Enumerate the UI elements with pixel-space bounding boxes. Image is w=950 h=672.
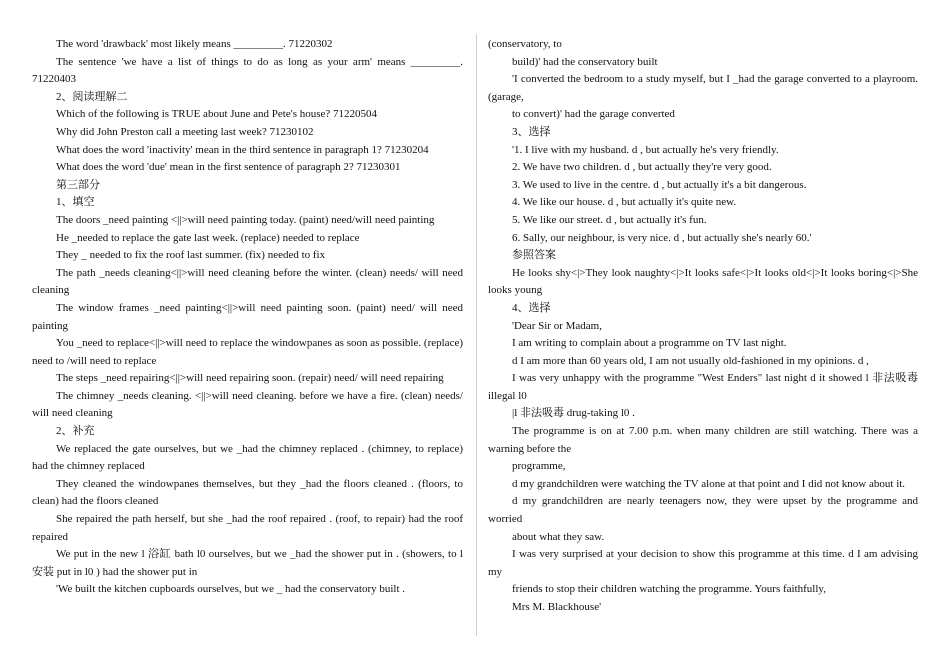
paragraph: We replaced the gate ourselves, but we _had the chimney replaced . (chimney, to replace) had the chimney replaced: [32, 442, 463, 473]
paragraph: Which of the following is TRUE about June and Pete's house? 71220504: [56, 108, 378, 121]
paragraph: 2. We have two children. d , but actually they're very good.: [512, 161, 772, 174]
paragraph: The path _needs cleaning<||>will need cleaning before the winter. (clean) needs/ will need cleaning: [32, 266, 463, 297]
paragraph: 6. Sally, our neighbour, is very nice. d , but actually she's nearly 60.': [512, 231, 812, 244]
paragraph: 参照答案: [512, 249, 556, 262]
paragraph: The chimney _needs cleaning. <||>will need cleaning. before we have a fire. (clean) needs/ will need cleaning: [32, 389, 463, 420]
paragraph: about what they saw.: [512, 530, 605, 543]
paragraph: (conservatory, to: [488, 38, 562, 50]
paragraph: |l 非法吸毒 drug-taking l0 .: [512, 407, 635, 420]
paragraph: She repaired the path herself, but she _had the roof repaired . (roof, to repair) had the roof repaired: [32, 513, 463, 543]
paragraph: The sentence 'we have a list of things to do as long as your arm' means _________. 71220403: [32, 55, 463, 86]
paragraph: d I am more than 60 years old, I am not usually old-fashioned in my opinions. d ,: [512, 354, 869, 367]
paragraph: 3. We used to live in the centre. d , but actually it's a bit dangerous.: [512, 178, 807, 191]
right-column: [488, 36, 918, 617]
paragraph: 'We built the kitchen cupboards ourselves, but we _ had the conservatory built .: [56, 583, 406, 596]
paragraph: What does the word 'inactivity' mean in the third sentence in paragraph 1? 71230204: [56, 143, 429, 156]
paragraph: Mrs M. Blackhouse': [512, 601, 602, 613]
paragraph: 3、选择: [512, 125, 551, 138]
paragraph: d my grandchildren are nearly teenagers now, they were upset by the programme and worried: [488, 495, 918, 526]
paragraph: The programme is on at 7.00 p.m. when many children are still watching. There was a warning before the: [488, 425, 918, 455]
paragraph: The word 'drawback' most likely means _________. 71220302: [56, 38, 333, 50]
paragraph: 4、选择: [512, 301, 551, 314]
column-divider: [476, 34, 477, 636]
paragraph: 'I converted the bedroom to a study myself, but I _had the garage converted to a playroom. (garage,: [488, 73, 918, 103]
paragraph: 'Dear Sir or Madam,: [512, 319, 602, 332]
paragraph: 4. We like our house. d , but actually it's quite new.: [512, 196, 737, 209]
paragraph: 第三部分: [56, 178, 100, 191]
paragraph: 2、阅读理解二: [56, 90, 128, 103]
paragraph: build)' had the conservatory built: [512, 55, 658, 68]
paragraph: Why did John Preston call a meeting last week? 71230102: [56, 125, 314, 138]
paragraph: He looks shy<|>They look naughty<|>It looks safe<|>It looks old<|>It looks boring<|>She looks young: [488, 266, 918, 297]
paragraph: 2、补充: [56, 425, 95, 438]
paragraph: You _need to replace<||>will need to replace the windowpanes as soon as possible. (replace) need to /will need to replace: [32, 337, 463, 367]
paragraph: I am writing to complain about a programme on TV last night.: [512, 337, 787, 350]
paragraph: The steps _need repairing<||>will need repairing soon. (repair) need/ will need repairing: [56, 372, 444, 385]
paragraph: The doors _need painting <||>will need painting today. (paint) need/will need painting: [56, 213, 435, 226]
paragraph: They _ needed to fix the roof last summer. (fix) needed to fix: [56, 249, 326, 262]
paragraph: to convert)' had the garage converted: [512, 108, 675, 121]
paragraph: programme,: [512, 460, 566, 473]
paragraph: What does the word 'due' mean in the first sentence of paragraph 2? 71230301: [56, 161, 401, 174]
paragraph: d my grandchildren were watching the TV alone at that point and I did not know about it.: [512, 477, 906, 490]
paragraph: We put in the new l 浴缸 bath l0 ourselves, but we _had the shower put in . (showers, to l 安装 put in l0 ) had the shower put in: [32, 548, 463, 578]
paragraph: The window frames _need painting<||>will need painting soon. (paint) need/ will need painting: [32, 301, 463, 332]
paragraph: I was very surprised at your decision to show this programme at this time. d I am advising my: [488, 548, 918, 578]
paragraph: '1. I live with my husband. d , but actually he's very friendly.: [512, 143, 779, 156]
paragraph: 5. We like our street. d , but actually it's fun.: [512, 213, 707, 226]
paragraph: He _needed to replace the gate last week. (replace) needed to replace: [56, 231, 360, 244]
left-column: [32, 36, 463, 599]
paragraph: I was very unhappy with the programme "West Enders" last night d it showed l 非法吸毒 illegal l0: [488, 372, 918, 402]
paragraph: 1、填空: [56, 196, 95, 209]
paragraph: They cleaned the windowpanes themselves, but they _had the floors cleaned . (floors, to clean) had the floors cleaned: [32, 477, 463, 508]
paragraph: friends to stop their children watching the programme. Yours faithfully,: [512, 583, 826, 596]
